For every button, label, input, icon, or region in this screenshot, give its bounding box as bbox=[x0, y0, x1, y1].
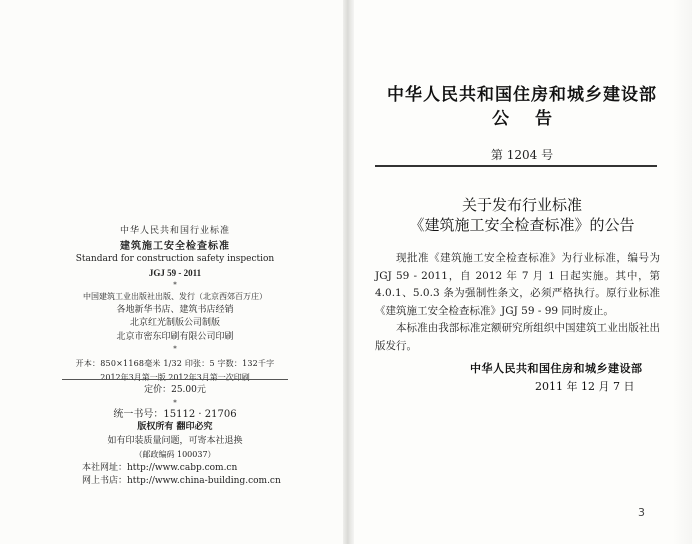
body-paragraph: 现批准《建筑施工安全检查标准》为行业标准，编号为 JGJ 59 - 2011，自 2012 年 7 月 1 日起实施。其中，第 4.0.1、5.0.3 条为强制性条文，必须严格执行。原行业标准《建筑施工安全检查标准》JGJ 59 - 99 同时废止。 bbox=[375, 252, 660, 317]
price-line: 定价：25.00元 bbox=[144, 385, 206, 395]
publisher-line: 中国建筑工业出版社出版、发行（北京西郊百万庄） bbox=[83, 292, 267, 301]
printer-line: 北京市密东印刷有限公司印刷 bbox=[116, 331, 234, 342]
announcement-body bbox=[375, 250, 660, 355]
standard-code: JGJ 59 - 2011 bbox=[148, 267, 202, 278]
announcement-title-line2: 《建筑施工安全检查标准》的公告 bbox=[409, 216, 635, 234]
returns-policy-line: 如有印装质量问题，可寄本社退换 bbox=[107, 435, 243, 446]
postcode-line: （邮政编码 100037） bbox=[134, 450, 216, 459]
announcement-title-line1: 关于发布行业标准 bbox=[461, 196, 582, 214]
standard-title-cn: 建筑施工安全检查标准 bbox=[120, 240, 230, 252]
rights-reserved-line: 版权所有 翻印必究 bbox=[137, 422, 213, 432]
standard-series: 中华人民共和国行业标准 bbox=[119, 226, 230, 236]
separator-star: * bbox=[173, 345, 177, 353]
ministry-header: 中华人民共和国住房和城乡建设部 bbox=[387, 85, 657, 105]
signing-organization: 中华人民共和国住房和城乡建设部 bbox=[470, 362, 643, 375]
publisher-website: 本社网址：http://www.cabp.com.cn bbox=[82, 462, 238, 473]
page-number: 3 bbox=[638, 506, 645, 519]
separator-star: * bbox=[173, 281, 177, 289]
unified-book-number: 统一书号：15112 · 21706 bbox=[113, 408, 237, 420]
body-paragraph: 本标准由我部标准定额研究所组织中国建筑工业出版社出版发行。 bbox=[375, 322, 660, 352]
format-spec-line: 开本：850×1168毫米 1/32 印张：5 字数：132千字 bbox=[75, 359, 275, 368]
signature-block bbox=[470, 360, 670, 396]
header-rule bbox=[375, 165, 657, 167]
edition-line: 2012年3月第一版 2012年3月第一次印刷 bbox=[100, 372, 250, 382]
separator-star: * bbox=[173, 398, 177, 407]
announcement-title bbox=[350, 195, 694, 235]
standard-title-en: Standard for construction safety inspection bbox=[75, 254, 275, 264]
typesetter-line: 北京红光制版公司制版 bbox=[129, 318, 220, 328]
copyright-imprint bbox=[70, 225, 280, 489]
announcement-heading: 公告 bbox=[492, 109, 578, 129]
imprint-divider bbox=[62, 379, 288, 380]
signing-date: 2011 年 12 月 7 日 bbox=[535, 380, 635, 393]
announcement-number: 第 1204 号 bbox=[490, 148, 554, 162]
online-bookstore: 网上书店：http://www.china-building.com.cn bbox=[82, 476, 281, 486]
distributor-line: 各地新华书店、建筑书店经销 bbox=[116, 304, 234, 315]
